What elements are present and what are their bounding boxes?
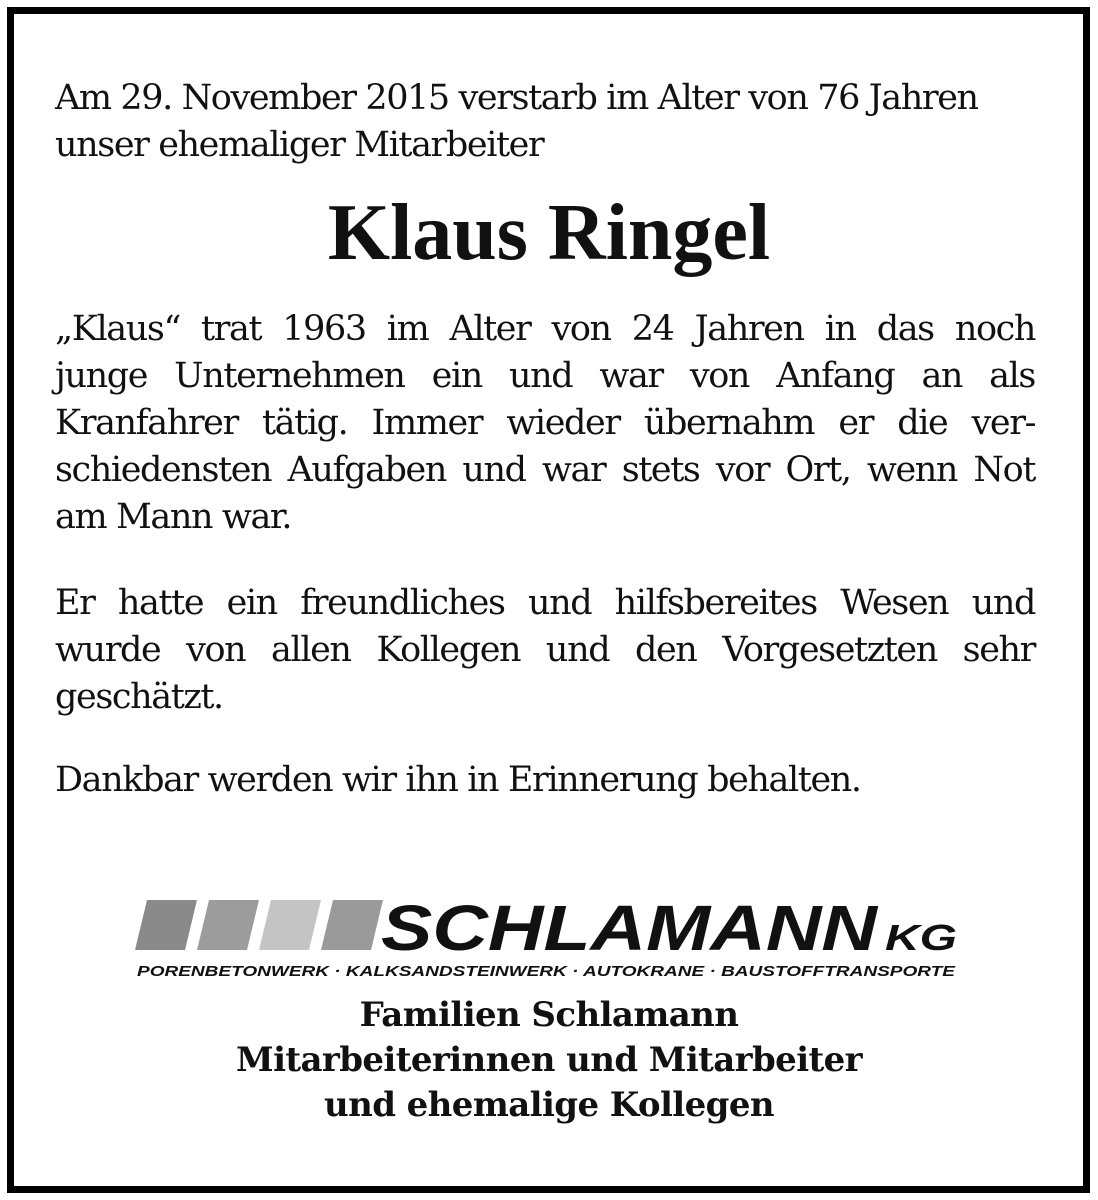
paragraph-line: Kranfahrer tätig. Immer wieder übernahm er die ver- [55, 403, 1035, 443]
paragraph-line: geschätzt. [55, 677, 223, 717]
logo-bar [197, 900, 259, 950]
signoff-line-1: Familien Schlamann [359, 995, 739, 1035]
signoff-line-3: und ehemalige Kollegen [324, 1085, 774, 1125]
logo-wordmark: SCHLAMANN [381, 892, 880, 964]
paragraph-line: Er hatte ein freundliches und hilfsbereites Wesen und [55, 583, 1035, 623]
paragraph-biography [55, 306, 1035, 541]
paragraph-character [55, 580, 1035, 721]
paragraph-line: junge Unternehmen ein und war von Anfang an als [55, 356, 1035, 396]
deceased-name: Klaus Ringel [327, 189, 771, 277]
paragraph-line: wurde von allen Kollegen und den Vorgesetzten sehr [55, 630, 1035, 670]
signoff-line-2: Mitarbeiterinnen und Mitarbeiter [236, 1040, 862, 1080]
logo-bar [135, 900, 197, 950]
logo-graphic [133, 888, 963, 988]
intro-line-1: Am 29. November 2015 verstarb im Alter von 76 Jahren [55, 78, 978, 118]
logo-tagline: PORENBETONWERK · KALKSANDSTEINWERK · AUTOKRANE · BAUSTOFFTRANSPORTE [137, 963, 957, 980]
logo-bar [321, 900, 383, 950]
paragraph-line: „Klaus“ trat 1963 im Alter von 24 Jahren in das noch [55, 309, 1035, 349]
paragraph-line: schiedensten Aufgaben und war stets vor Ort, wenn Not [55, 450, 1035, 490]
logo-suffix: KG [885, 917, 957, 958]
signoff [0, 993, 1098, 1128]
paragraph-closing: Dankbar werden wir ihn in Erinnerung behalten. [55, 760, 861, 800]
intro-line-2: unser ehemaliger Mitarbeiter [55, 125, 544, 165]
company-logo [133, 888, 963, 988]
logo-bar [259, 900, 321, 950]
paragraph-line: am Mann war. [55, 497, 292, 537]
intro-text [55, 75, 1035, 169]
